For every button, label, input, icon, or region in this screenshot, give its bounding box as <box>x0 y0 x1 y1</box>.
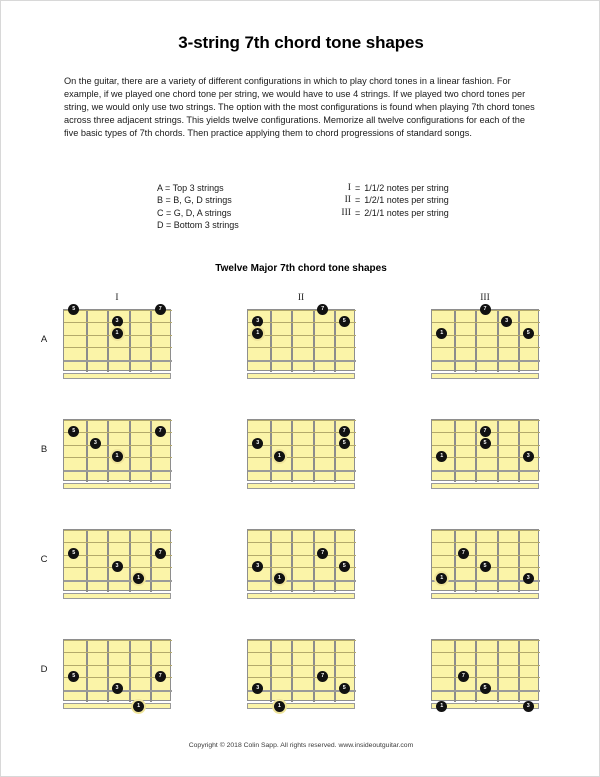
chord-tone-dot[interactable]: 7 <box>458 548 469 559</box>
string-line-2 <box>64 652 172 653</box>
fret-line <box>86 310 88 372</box>
legend-grouping-equals: = <box>355 183 361 193</box>
fret-line <box>107 530 109 592</box>
string-line-1 <box>248 310 356 311</box>
chord-tone-dot[interactable]: 7 <box>155 426 166 437</box>
grid-row-A <box>1 305 600 419</box>
fret-line <box>129 420 131 482</box>
fret-line <box>129 530 131 592</box>
fretboard-B-II[interactable] <box>247 419 355 491</box>
fret-line <box>129 640 131 702</box>
row-label-C: C <box>40 554 48 565</box>
row-label-D: D <box>40 664 48 675</box>
column-header-III: III <box>480 293 490 303</box>
string-line-2 <box>248 652 356 653</box>
fretboard-C-III[interactable] <box>431 529 539 601</box>
chord-tone-dot[interactable]: 1 <box>274 573 285 584</box>
section-heading: Twelve Major 7th chord tone shapes <box>215 263 387 274</box>
string-line-1 <box>248 420 356 421</box>
fretboard-A-I[interactable] <box>63 305 171 381</box>
fretboard-A-II[interactable] <box>247 305 355 381</box>
fret-line <box>497 310 499 372</box>
fretboard-low-e-strip <box>63 373 171 379</box>
fret-line <box>313 530 315 592</box>
chord-tone-dot[interactable]: 1 <box>112 451 123 462</box>
fret-line <box>475 530 477 592</box>
chord-tone-dot[interactable]: 7 <box>317 671 328 682</box>
string-line-3 <box>248 335 356 336</box>
fretboard-B-III[interactable] <box>431 419 539 491</box>
page-title: 3-string 7th chord tone shapes <box>178 33 424 52</box>
fret-line <box>150 310 152 372</box>
string-line-4 <box>64 347 172 348</box>
string-line-5 <box>248 470 356 472</box>
chord-tone-dot[interactable]: 5 <box>68 426 79 437</box>
fret-line <box>291 310 293 372</box>
chord-tone-dot[interactable]: 7 <box>458 671 469 682</box>
chord-tone-dot[interactable]: 5 <box>339 316 350 327</box>
fretboard-low-e-strip <box>431 593 539 599</box>
fret-line <box>454 310 456 372</box>
chord-tone-dot[interactable]: 3 <box>252 561 263 572</box>
fret-line <box>454 530 456 592</box>
fret-line <box>334 310 336 372</box>
column-header-I: I <box>115 293 119 303</box>
grid-row-C <box>1 529 600 639</box>
fret-line <box>497 640 499 702</box>
fretboard-B-I[interactable] <box>63 419 171 491</box>
fret-line <box>107 420 109 482</box>
fret-line <box>150 640 152 702</box>
string-line-2 <box>64 542 172 543</box>
string-line-1 <box>432 420 540 421</box>
chord-tone-dot[interactable]: 7 <box>480 426 491 437</box>
column-headers <box>1 293 600 309</box>
chord-tone-dot[interactable]: 5 <box>68 304 79 315</box>
fret-line <box>497 530 499 592</box>
string-line-1 <box>432 530 540 531</box>
string-line-1 <box>248 530 356 531</box>
string-line-5 <box>64 580 172 582</box>
chord-tone-dot[interactable]: 5 <box>523 328 534 339</box>
chord-tone-dot[interactable]: 7 <box>155 671 166 682</box>
string-line-2 <box>432 542 540 543</box>
string-line-3 <box>248 555 356 556</box>
fretboard-body <box>431 309 539 371</box>
fretboard-low-e-strip <box>431 483 539 489</box>
chord-tone-dot[interactable]: 5 <box>480 438 491 449</box>
chord-tone-dot[interactable]: 1 <box>436 328 447 339</box>
chord-tone-dot[interactable]: 7 <box>317 548 328 559</box>
chord-tone-dot[interactable]: 3 <box>523 451 534 462</box>
string-line-1 <box>432 640 540 641</box>
fret-line <box>107 640 109 702</box>
chord-tone-dot[interactable]: 1 <box>274 701 285 712</box>
fret-line <box>86 640 88 702</box>
chord-tone-dot[interactable]: 1 <box>133 701 144 712</box>
chord-tone-dot[interactable]: 3 <box>523 701 534 712</box>
chord-tone-dot[interactable]: 1 <box>274 451 285 462</box>
chord-shape-grid <box>1 293 600 739</box>
string-line-1 <box>248 640 356 641</box>
fret-line <box>334 530 336 592</box>
chord-tone-dot[interactable]: 1 <box>436 701 447 712</box>
chord-tone-dot[interactable]: 3 <box>523 573 534 584</box>
fret-line <box>475 640 477 702</box>
fret-line <box>518 640 520 702</box>
fret-line <box>150 420 152 482</box>
string-line-2 <box>432 322 540 323</box>
legend-note-grouping-0 <box>325 182 449 194</box>
chord-tone-dot[interactable]: 1 <box>252 328 263 339</box>
legend-grouping-text: 1/2/1 notes per string <box>364 195 449 206</box>
chord-tone-dot[interactable]: 7 <box>317 304 328 315</box>
string-line-5 <box>64 470 172 472</box>
grid-row-D <box>1 639 600 739</box>
chord-tone-dot[interactable]: 1 <box>436 451 447 462</box>
row-label-B: B <box>40 444 48 455</box>
legend-string-set-1: B = B, G, D strings <box>157 195 232 206</box>
string-line-5 <box>432 470 540 472</box>
string-line-5 <box>248 360 356 362</box>
fret-line <box>313 310 315 372</box>
fret-line <box>518 310 520 372</box>
chord-tone-dot[interactable]: 1 <box>436 573 447 584</box>
fretboard-low-e-strip <box>431 373 539 379</box>
intro-paragraph: On the guitar, there are a variety of different configurations in which to play chord tones in a linear fashion. For example, if we played one chord tone per string, we would have to use 4 strings. If we played two chord tones per string, we would only use two strings. The option with the most configurations is found when playing 7th chord tones across three adjacent strings. This yields twelve configurations. Memorize all twelve configurations for each of the five basic types of 7th chords. Then practice applying them to chord progressions of standard songs. <box>64 76 535 139</box>
string-line-2 <box>432 652 540 653</box>
chord-tone-dot[interactable]: 3 <box>252 438 263 449</box>
chord-tone-dot[interactable]: 7 <box>480 304 491 315</box>
chord-tone-dot[interactable]: 5 <box>339 438 350 449</box>
string-line-5 <box>432 360 540 362</box>
chord-tone-dot[interactable]: 5 <box>480 561 491 572</box>
legend-grouping-key: II <box>344 194 351 206</box>
fretboard-C-I[interactable] <box>63 529 171 601</box>
legend-grouping-text: 2/1/1 notes per string <box>364 207 449 218</box>
string-line-3 <box>432 665 540 666</box>
string-line-4 <box>248 457 356 458</box>
fret-line <box>270 420 272 482</box>
fretboard-body <box>247 529 355 591</box>
fretboard-D-III[interactable] <box>431 639 539 711</box>
string-line-3 <box>248 665 356 666</box>
column-header-II: II <box>297 293 305 303</box>
fretboard-low-e-strip <box>247 373 355 379</box>
legend-grouping-equals: = <box>355 207 361 218</box>
chord-tone-dot[interactable]: 5 <box>68 671 79 682</box>
grid-rows <box>1 305 600 739</box>
chord-tone-dot[interactable]: 1 <box>112 328 123 339</box>
legend-string-set-2: C = G, D, A strings <box>157 207 232 218</box>
fret-line <box>270 530 272 592</box>
row-label-A: A <box>40 334 48 345</box>
chord-tone-dot[interactable]: 3 <box>112 561 123 572</box>
string-line-4 <box>432 347 540 348</box>
fretboard-low-e-strip <box>63 483 171 489</box>
fret-line <box>454 420 456 482</box>
chord-tone-dot[interactable]: 3 <box>112 316 123 327</box>
string-line-4 <box>432 677 540 678</box>
string-line-1 <box>64 640 172 641</box>
chord-tone-dot[interactable]: 3 <box>90 438 101 449</box>
fret-line <box>270 640 272 702</box>
string-line-3 <box>432 555 540 556</box>
fret-line <box>518 530 520 592</box>
fret-line <box>518 420 520 482</box>
grid-row-B <box>1 419 600 529</box>
fret-line <box>334 420 336 482</box>
fretboard-low-e-strip <box>247 483 355 489</box>
chord-tone-dot[interactable]: 1 <box>133 573 144 584</box>
string-line-5 <box>248 580 356 582</box>
fret-line <box>334 640 336 702</box>
fret-line <box>475 420 477 482</box>
chord-tone-dot[interactable]: 3 <box>501 316 512 327</box>
chord-tone-dot[interactable]: 5 <box>68 548 79 559</box>
fret-line <box>107 310 109 372</box>
fret-line <box>150 530 152 592</box>
fret-line <box>475 310 477 372</box>
legend-note-groupings <box>325 182 449 219</box>
chord-tone-dot[interactable]: 7 <box>155 548 166 559</box>
fret-line <box>313 640 315 702</box>
fret-line <box>497 420 499 482</box>
legend-grouping-text: 1/1/2 notes per string <box>364 183 449 193</box>
string-line-1 <box>64 420 172 421</box>
fret-line <box>86 420 88 482</box>
fret-line <box>86 530 88 592</box>
chord-tone-dot[interactable]: 3 <box>252 683 263 694</box>
chord-tone-dot[interactable]: 7 <box>339 426 350 437</box>
fret-line <box>313 420 315 482</box>
fret-line <box>291 640 293 702</box>
legend-note-grouping-1 <box>325 194 449 206</box>
fret-line <box>129 310 131 372</box>
legend-string-set-0: A = Top 3 strings <box>157 183 224 193</box>
legend-grouping-equals: = <box>355 195 361 206</box>
fret-line <box>454 640 456 702</box>
footer-copyright: Copyright © 2018 Colin Sapp. All rights reserved. www.insideoutguitar.com <box>188 742 414 749</box>
fretboard-body <box>247 639 355 701</box>
chord-tone-dot[interactable]: 5 <box>480 683 491 694</box>
fretboard-low-e-strip <box>247 593 355 599</box>
chord-tone-dot[interactable]: 3 <box>112 683 123 694</box>
string-line-3 <box>64 445 172 446</box>
legend-grouping-key: III <box>341 206 351 218</box>
legend-string-sets <box>157 182 239 232</box>
chord-tone-dot[interactable]: 3 <box>252 316 263 327</box>
fretboard-C-II[interactable] <box>247 529 355 601</box>
string-line-3 <box>64 665 172 666</box>
fretboard-A-III[interactable] <box>431 305 539 381</box>
string-line-2 <box>248 542 356 543</box>
chord-tone-dot[interactable]: 5 <box>339 683 350 694</box>
legend-grouping-key: I <box>347 182 351 193</box>
fret-line <box>291 420 293 482</box>
chord-tone-dot[interactable]: 7 <box>155 304 166 315</box>
chord-tone-dot[interactable]: 5 <box>339 561 350 572</box>
string-line-5 <box>64 360 172 362</box>
fretboard-low-e-strip <box>63 703 171 709</box>
fretboard-D-I[interactable] <box>63 639 171 711</box>
fretboard-low-e-strip <box>247 703 355 709</box>
legend-note-grouping-2 <box>325 207 449 219</box>
string-line-4 <box>248 347 356 348</box>
fret-line <box>270 310 272 372</box>
fretboard-D-II[interactable] <box>247 639 355 711</box>
fretboard-low-e-strip <box>63 593 171 599</box>
string-line-1 <box>64 530 172 531</box>
fret-line <box>291 530 293 592</box>
string-line-4 <box>248 677 356 678</box>
legend-string-set-3: D = Bottom 3 strings <box>157 220 239 231</box>
